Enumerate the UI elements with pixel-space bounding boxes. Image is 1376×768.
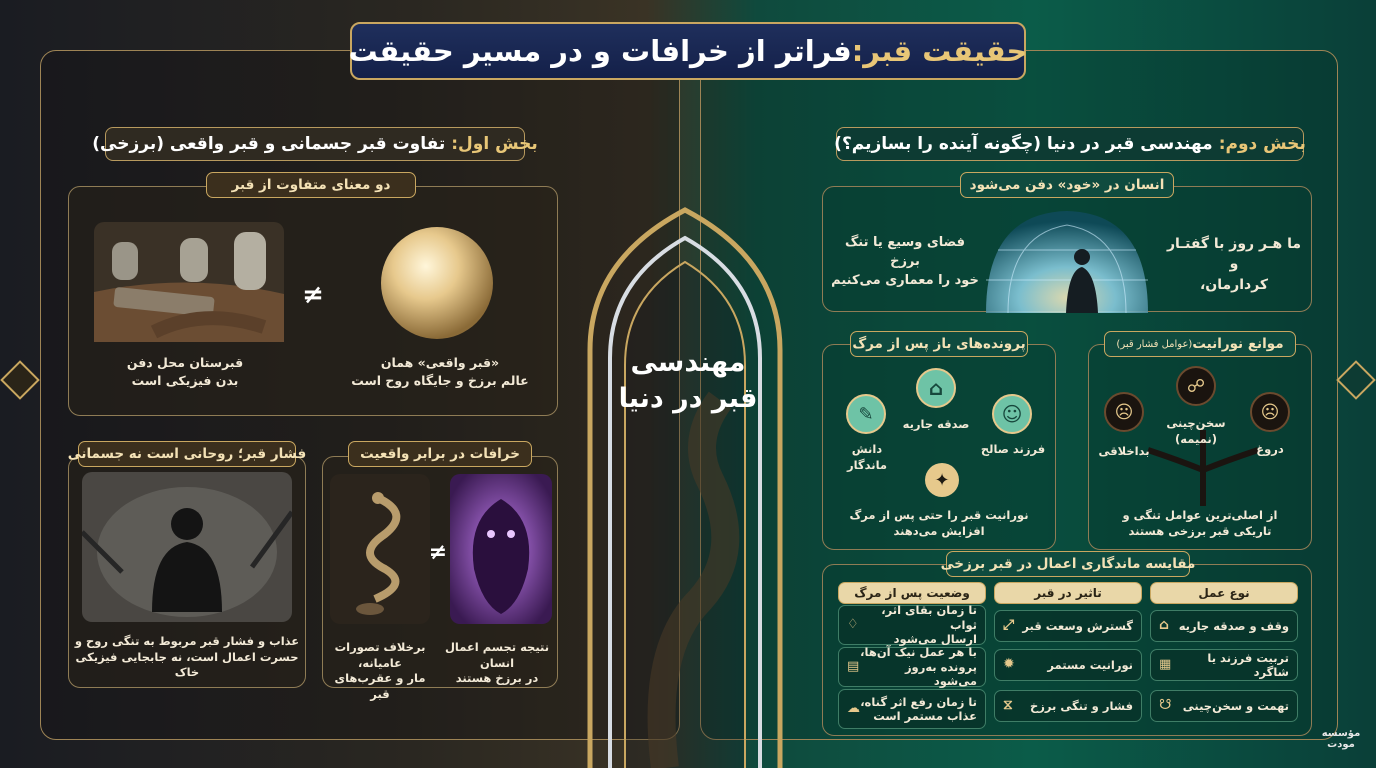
compress-icon: ⧖ — [1003, 697, 1013, 714]
obstacles-bottom-caption-line2: تاریکی قبر برزخی هستند — [1128, 523, 1272, 538]
files-bottom-caption — [834, 508, 1044, 539]
table-row-3-action — [1150, 690, 1298, 722]
table-row-3-effect — [994, 690, 1142, 722]
angry-face-icon: ☹ — [1104, 392, 1144, 432]
obstacles-heading — [1104, 331, 1296, 357]
row1-status-line1: تا زمان بقای اثر، ثواب — [881, 603, 977, 632]
left-section-title: تفاوت قبر جسمانی و قبر واقعی (برزخی) — [92, 134, 446, 154]
row2-action-text: تربیت فرزند یا شاگرد — [1207, 650, 1289, 679]
row1-effect-text: گسترش وسعت قبر — [1022, 618, 1133, 633]
table-row-1-effect — [994, 610, 1142, 642]
row3-action-text: تهمت و سخن‌چینی — [1182, 698, 1289, 713]
buried-text-left — [830, 234, 980, 291]
hand-drop-icon: ♢ — [847, 616, 859, 632]
dark-spirit-illustration — [450, 474, 552, 624]
gossip-mouth-icon: ☍ — [1176, 366, 1216, 406]
row1-action-text: وقف و صدقه جاریه — [1178, 618, 1289, 633]
meanings-heading: دو معنای متفاوت از قبر — [206, 172, 416, 198]
buried-text-left-line1: فضای وسیع یا تنگ برزخ — [844, 235, 965, 269]
buried-text-right-line2: کردارمان، — [1199, 276, 1269, 293]
pressure-caption — [70, 634, 304, 681]
brand-logo — [1316, 728, 1366, 750]
files-item-child: فرزند صالح — [980, 442, 1046, 456]
soul-orb-illustration — [372, 218, 502, 348]
myths-left-caption-line1: برخلاف تصورات عامیانه، — [334, 640, 426, 670]
row3-status-text — [860, 695, 977, 724]
center-label — [615, 345, 761, 418]
obstacle-lie: دروغ — [1256, 442, 1284, 456]
storm-cloud-icon: ☁ — [847, 700, 860, 716]
physical-grave-caption-line1: قبرستان محل دفن — [126, 355, 244, 370]
dome-person-illustration — [978, 205, 1156, 317]
table-row-1-action — [1150, 610, 1298, 642]
col-header-effect: تاثیر در قبر — [994, 582, 1142, 604]
bulb-icon: ✹ — [1003, 656, 1015, 673]
row2-effect-text: نورانیت مستمر — [1047, 657, 1133, 672]
row2-status-line1: با هر عمل نیک آن‌ها، — [860, 645, 977, 660]
title-part2: فراتر از خرافات و در مسیر حقیقت — [348, 34, 852, 68]
myths-left-caption-line2: مار و عقرب‌های قبر — [334, 671, 426, 701]
myths-left-caption — [324, 640, 436, 702]
row1-status-line2: ارسال می‌شود — [893, 632, 977, 647]
expand-icon: ⤢ — [1003, 617, 1015, 634]
table-row-2-action — [1150, 649, 1298, 681]
row2-status-text — [859, 645, 977, 688]
buried-text-right — [1164, 234, 1304, 295]
right-section-label: بخش دوم: — [1218, 134, 1306, 154]
row2-status-line2: پرونده به‌روز می‌شود — [904, 659, 977, 689]
real-grave-caption-line2: عالم برزخ و جایگاه روح است — [351, 373, 529, 389]
real-grave-caption — [350, 354, 530, 390]
pressure-caption-line2: حسرت اعمال است، نه جابجایی فیزیکی خاک — [75, 649, 299, 680]
files-item-knowledge: دانش ماندگار — [846, 442, 888, 472]
buried-text-left-line2: خود را معماری می‌کنیم — [831, 272, 979, 288]
col-header-status: وضعیت پس از مرگ — [838, 582, 986, 604]
left-section-heading — [92, 127, 538, 161]
scroll-icon: ▤ — [847, 658, 860, 674]
table-row-3-status — [838, 689, 986, 729]
title-part1: حقیقت قبر: — [851, 34, 1028, 68]
knowledge-book-icon: ✎ — [846, 394, 886, 434]
not-equal-sign-meanings: ≠ — [302, 280, 324, 310]
pressure-heading: فشار قبر؛ روحانی است نه جسمانی — [78, 441, 296, 467]
left-section-label: بخش اول: — [451, 134, 538, 154]
table-row-2-effect — [994, 649, 1142, 681]
row3-effect-text: فشار و تنگی برزخ — [1029, 698, 1133, 713]
logo-line1: مؤسسه — [1321, 728, 1361, 739]
myths-right-caption-line2: در برزخ هستند — [455, 671, 539, 686]
physical-grave-caption-line2: بدن فیزیکی است — [131, 373, 239, 389]
central-arch-ornament — [570, 180, 800, 768]
liar-mask-icon: ☹ — [1250, 392, 1290, 432]
files-item-charity: صدقه جاریه — [902, 417, 970, 431]
logo-line2: مودت — [1327, 739, 1355, 750]
pressure-caption-line1: عذاب و فشار قبر مربوط به تنگی روح و — [74, 634, 300, 648]
center-label-line2: قبر در دنیا — [618, 383, 758, 415]
obstacles-bottom-caption-line1: از اصلی‌ترین عوامل تنگی و — [1122, 508, 1278, 522]
obstacles-bottom-caption — [1100, 508, 1300, 539]
teaching-icon: ▦ — [1159, 656, 1172, 672]
myths-heading: خرافات در برابر واقعیت — [348, 441, 532, 467]
myths-right-caption — [438, 640, 556, 687]
obstacle-gossip-line2: (نمیمه) — [1175, 431, 1217, 446]
tongue-icon: ☋ — [1159, 697, 1172, 714]
crouching-figure-illustration — [82, 472, 292, 622]
row3-status-line2: عذاب مستمر است — [873, 709, 977, 723]
righteous-child-icon: ☺ — [992, 394, 1032, 434]
obstacles-heading-main: موانع نورانیت — [1192, 336, 1284, 352]
files-bottom-caption-line2: افزایش می‌دهند — [893, 523, 985, 538]
right-section-heading — [836, 127, 1304, 161]
obstacle-gossip — [1160, 416, 1232, 447]
right-ornament-icon — [1336, 360, 1376, 400]
real-grave-caption-line1: «قبر واقعی» همان — [380, 355, 500, 370]
myths-right-caption-line1: نتیجه تجسم اعمال انسان — [444, 640, 550, 670]
not-equal-sign-myths: ≠ — [428, 540, 448, 565]
graveyard-illustration — [94, 222, 284, 342]
row3-status-line1: تا زمان رفع اثر گناه، — [860, 694, 977, 709]
left-ornament-icon — [0, 360, 40, 400]
comparison-heading: مقایسه ماندگاری اعمال در قبر برزخی — [946, 551, 1190, 577]
buried-heading: انسان در «خود» دفن می‌شود — [960, 172, 1174, 198]
row1-status-text — [859, 603, 977, 646]
right-section-title: مهندسی قبر در دنیا (چگونه آینده را بسازیم؟) — [834, 134, 1213, 154]
table-row-1-status — [838, 605, 986, 645]
col-header-action: نوع عمل — [1150, 582, 1298, 604]
open-files-heading: پرونده‌های باز پس از مرگ — [850, 331, 1028, 357]
center-label-line1: مهندسی — [630, 347, 746, 378]
light-bulb-icon: ✦ — [918, 456, 966, 504]
physical-grave-caption — [100, 354, 270, 390]
charity-house-icon: ⌂ — [916, 368, 956, 408]
house-icon: ⌂ — [1159, 617, 1170, 634]
obstacle-gossip-line1: سخن‌چینی — [1166, 416, 1226, 430]
page-title — [350, 22, 1026, 80]
obstacles-heading-sub: (عوامل فشار قبر) — [1116, 338, 1193, 350]
snake-scorpion-illustration — [330, 474, 430, 624]
files-bottom-caption-line1: نورانیت قبر را حتی پس از مرگ — [849, 508, 1029, 522]
buried-text-right-line1: ما هـر روز با گفتـار و — [1167, 236, 1301, 273]
table-row-2-status — [838, 647, 986, 687]
obstacle-bad-temper: بداخلاقی — [1098, 444, 1150, 458]
